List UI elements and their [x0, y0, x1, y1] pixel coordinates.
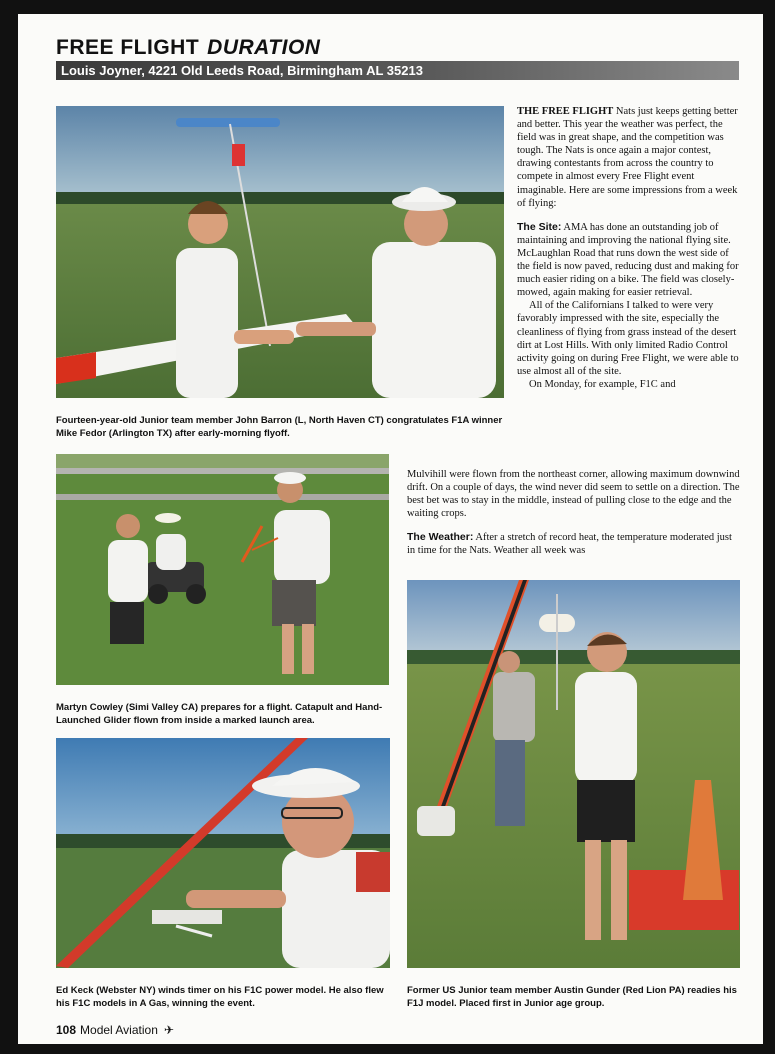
article-mulvihill: Mulvihill were flown from the northeast corner, allowing maximum downwind drift. On a couple of days, the wind never did seem to settle on a direction. The best bet was to stay in the middle, instead of pulling close to the edge and the waiting crops.: [407, 469, 740, 520]
article-column-upper: [517, 105, 741, 391]
article-site: [517, 221, 741, 300]
photo-glider-launch: [56, 454, 389, 685]
title-main: FREE FLIGHT: [56, 36, 200, 59]
photo-timer-winding-image: [56, 738, 390, 968]
page-number: 108: [56, 1023, 77, 1037]
caption-photo-f1j-model: Former US Junior team member Austin Gunder (Red Lion PA) readies his F1J model. Placed first in Junior age group.: [407, 985, 737, 1009]
author-address-bar: Louis Joyner, 4221 Old Leeds Road, Birmingham AL 35213: [56, 61, 739, 80]
photo-glider-launch-image: [56, 454, 389, 685]
caption-photo-timer-winding: Ed Keck (Webster NY) winds timer on his F1C power model. He also flew his F1C models in A Gas, winning the event.: [56, 985, 384, 1009]
magazine-page: [18, 14, 763, 1044]
photo-handshake: [56, 106, 504, 398]
site-lead: The Site:: [517, 220, 562, 233]
page-footer: [56, 1023, 174, 1037]
weather-text: After a stretch of record heat, the temperature moderated just in time for the Nats. Weather all week was: [407, 532, 732, 557]
article-intro: [517, 105, 741, 210]
article-monday: On Monday, for example, F1C and: [529, 378, 676, 390]
intro-text: Nats just keeps getting better and better. This year the weather was perfect, the field was in great shape, and the competition was tough. The Nats is once again a major contest, drawing contestants from across the country to compete in almost every Free Flight event imaginable. Here are some impressions from a week of flying:: [517, 106, 738, 209]
intro-lead: THE FREE FLIGHT: [517, 106, 614, 117]
caption-photo-handshake: Fourteen-year-old Junior team member John Barron (L, North Haven CT) congratulates F1A winner Mike Fedor (Arlington TX) after early-morning flyoff.: [56, 415, 503, 439]
photo-f1j-model-image: [407, 580, 740, 968]
photo-handshake-image: [56, 106, 504, 398]
magazine-name: Model Aviation: [80, 1023, 158, 1037]
title-sub: DURATION: [207, 36, 321, 59]
weather-lead: The Weather:: [407, 531, 474, 544]
photo-timer-winding: [56, 738, 390, 968]
site-text: AMA has done an outstanding job of maintaining and improving the national flying site. McLaughlan Road that runs down the west side of the field is now paved, reducing dust and making for much easier riding on a bike. The field was closely-mowed, again making for easier retrieval.: [517, 221, 739, 299]
photo-f1j-model: [407, 580, 740, 968]
article-column-lower: [407, 468, 741, 558]
column-title: [56, 36, 320, 60]
article-californians: All of the Californians I talked to were very favorably impressed with the site, especially the cleanliness of flying from grass instead of the desert dirt at Lost Hills. With only limited Radio Control activity going on during Free Flight, we were able to use almost all of the site.: [517, 300, 739, 377]
article-weather: [407, 531, 741, 557]
airplane-icon: ✈: [163, 1023, 174, 1037]
caption-photo-glider-launch: Martyn Cowley (Simi Valley CA) prepares for a flight. Catapult and Hand-Launched Glider flown from inside a marked launch area.: [56, 702, 383, 726]
